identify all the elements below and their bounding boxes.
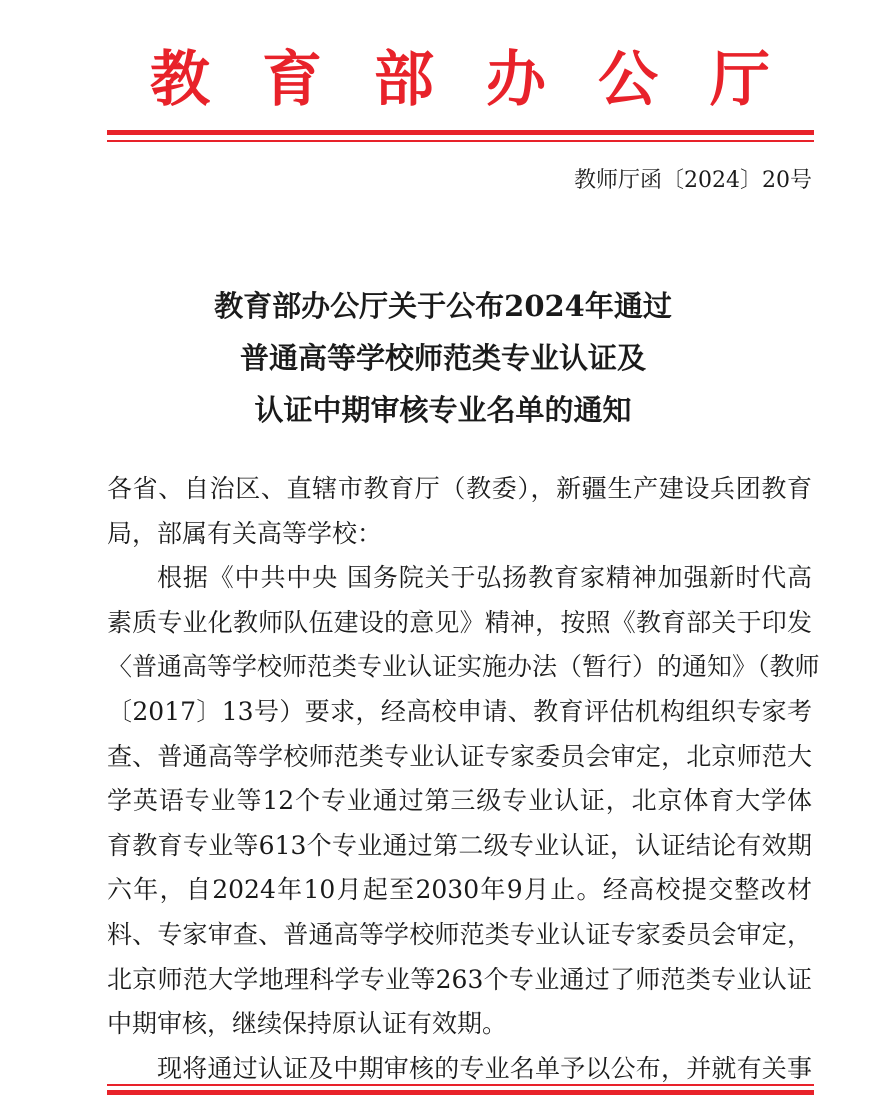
- body-line: 现将通过认证及中期审核的专业名单予以公布，并就有关事: [157, 1053, 812, 1083]
- header-char: 办: [486, 45, 546, 115]
- body-line: 素质专业化教师队伍建设的意见》精神，按照《教育部关于印发: [107, 607, 812, 637]
- title-line: 教育部办公厅关于公布2024年通过: [214, 289, 672, 323]
- body-line: 育教育专业等613个专业通过第二级专业认证，认证结论有效期: [107, 830, 812, 860]
- body-line: 〔2017〕13号）要求，经高校申请、教育评估机构组织专家考: [107, 696, 812, 726]
- header-char: 部: [374, 45, 434, 115]
- body-line: 学英语专业等12个专业通过第三级专业认证，北京体育大学体: [107, 786, 812, 816]
- header-char: 育: [262, 45, 322, 115]
- footer-thin-rule: [107, 1084, 814, 1086]
- body-line: 根据《中共中央 国务院关于弘扬教育家精神加强新时代高: [157, 563, 812, 593]
- document-number: 教师厅函〔2024〕20号: [574, 168, 812, 193]
- title-line: 认证中期审核专业名单的通知: [254, 393, 632, 427]
- body-line: 中期审核，继续保持原认证有效期。: [107, 1009, 508, 1039]
- header-char: 教: [150, 45, 210, 115]
- title-line: 普通高等学校师范类专业认证及: [239, 341, 646, 375]
- header-char: 厅: [710, 45, 770, 115]
- body-line: 查、普通高等学校师范类专业认证专家委员会审定，北京师范大: [107, 741, 812, 771]
- document-body: [107, 467, 820, 1091]
- footer-thick-rule: [107, 1090, 814, 1095]
- header-char: 公: [598, 45, 658, 115]
- header-thin-rule: [107, 140, 814, 142]
- body-line: 六年，自2024年10月起至2030年9月止。经高校提交整改材: [107, 875, 812, 905]
- body-line: 〈普通高等学校师范类专业认证实施办法（暂行）的通知》（教师: [107, 652, 820, 682]
- body-line: 各省、自治区、直辖市教育厅（教委），新疆生产建设兵团教育: [107, 474, 812, 503]
- document-title: [0, 280, 886, 436]
- issuing-office-header: [150, 40, 770, 120]
- body-line: 北京师范大学地理科学专业等263个专业通过了师范类专业认证: [107, 964, 812, 994]
- header-thick-rule: [107, 130, 814, 135]
- body-line: 局，部属有关高等学校：: [107, 518, 383, 548]
- body-line: 料、专家审查、普通高等学校师范类专业认证专家委员会审定，: [107, 919, 812, 949]
